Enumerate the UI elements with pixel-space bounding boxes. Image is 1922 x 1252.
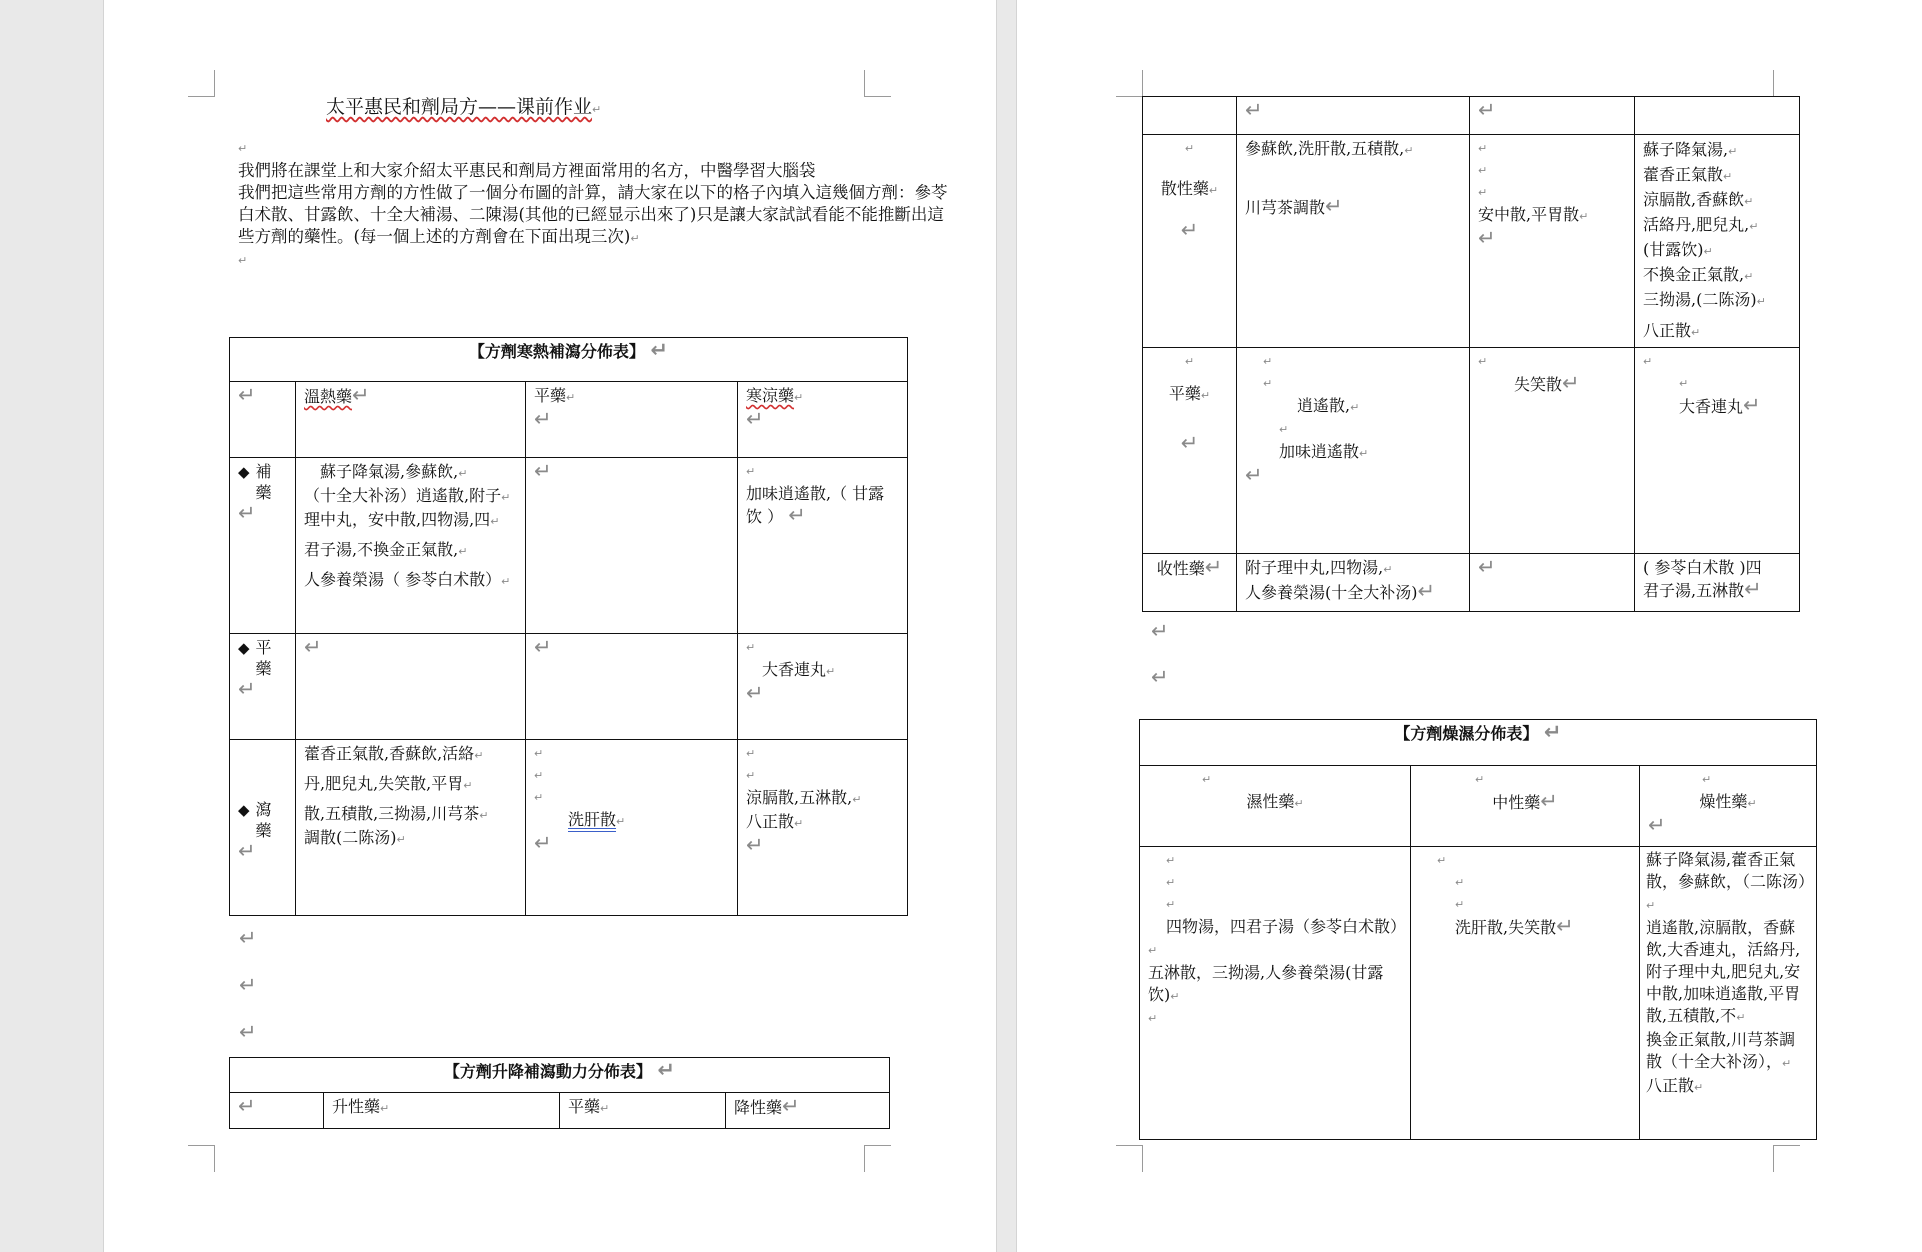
header-dry[interactable]: ↵ 燥性藥↵ ↵ (1640, 766, 1817, 847)
cell-astringent-2[interactable]: ↵ (1470, 554, 1635, 612)
row-label-neutral[interactable]: ◆ 平藥 ↵ (230, 634, 296, 740)
corner-cell[interactable] (230, 382, 296, 458)
corner-cell[interactable]: ↵ (230, 1093, 324, 1129)
return-arrow-icon: ↵ (566, 391, 576, 404)
cell-dispersing-1[interactable]: 參蘇飲,洗肝散,五積散,↵ 川芎茶調散↵ (1237, 135, 1470, 348)
cell-neutral[interactable]: ↵ ↵ ↵ 洗肝散,失笑散↵ (1411, 847, 1640, 1140)
crop-mark (864, 1145, 891, 1172)
intro-paragraphs[interactable] (238, 138, 958, 272)
return-arrow-icon: ↵ (238, 142, 248, 155)
return-arrow-icon: ↵ (534, 459, 552, 483)
table-title: 【方劑寒熱補瀉分佈表】 ↵ (230, 338, 908, 382)
cell-dry[interactable]: 蘇子降氣湯,藿香正氣散，參蘇飲，（二陈汤）↵ 逍遙散,涼膈散，香蘇飲,大香連丸，活絡丹,附子理中丸,肥兒丸,安中散,加味逍遙散,平胃散,五積散,不↵ 換金正氣散,川芎茶調散（十全大补汤），↵ 八正散↵ (1640, 847, 1817, 1140)
return-arrow-icon: ↵ (592, 103, 602, 116)
return-arrow-icon: ↵ (239, 1020, 257, 1044)
cell-neutral-warm[interactable]: ↵ (296, 634, 526, 740)
return-arrow-icon: ↵ (239, 926, 257, 950)
return-arrow-icon: ↵ (1151, 619, 1169, 643)
row-label-astringent[interactable]: 收性藥↵ (1143, 554, 1237, 612)
dry-wet-table[interactable] (1139, 719, 1817, 1140)
document-title[interactable]: 太平惠民和劑局方——课前作业↵ (326, 96, 602, 118)
return-arrow-icon: ↵ (238, 501, 256, 525)
cell-astringent-3[interactable]: ( 参苓白术散 )四 君子湯,五淋散↵ (1635, 554, 1800, 612)
diamond-bullet-icon: ◆ (238, 801, 250, 819)
table-title: 【方劑升降補瀉動力分佈表】 ↵ (230, 1058, 890, 1093)
cell-dispersing-2[interactable]: ↵ ↵ ↵ 安中散,平胃散↵ ↵ (1470, 135, 1635, 348)
diamond-bullet-icon: ◆ (238, 639, 250, 657)
blank-cell[interactable] (1143, 97, 1237, 135)
header-level[interactable]: 平藥↵ (560, 1093, 726, 1129)
cell-level-2[interactable]: ↵ 失笑散↵ (1470, 348, 1635, 554)
crop-mark (1116, 70, 1143, 97)
return-arrow-icon: ↵ (238, 254, 248, 267)
header-neutral[interactable]: 平藥↵ ↵ (526, 382, 738, 458)
blank-cell[interactable]: ↵ (1470, 97, 1635, 135)
crop-mark (188, 70, 215, 97)
cell-neutral-neutral[interactable]: ↵ (526, 634, 738, 740)
cell-wet[interactable]: ↵ ↵ ↵ 四物湯，四君子湯（参苓白术散）↵ 五淋散，三拗湯,人參養榮湯(甘露饮)↵ ↵ (1140, 847, 1411, 1140)
document-page-1 (104, 0, 996, 1252)
header-neutral[interactable]: ↵ 中性藥↵ (1411, 766, 1640, 847)
document-page-2 (1017, 0, 1922, 1252)
rise-fall-dynamics-table[interactable] (229, 1057, 890, 1129)
row-label-dispersing[interactable]: ↵ 散性藥↵ ↵ (1143, 135, 1237, 348)
return-arrow-icon: ↵ (630, 232, 640, 245)
return-arrow-icon: ↵ (238, 383, 256, 407)
header-warm[interactable]: 溫熱藥↵ (296, 382, 526, 458)
return-arrow-icon: ↵ (239, 973, 257, 997)
crop-mark (1773, 70, 1800, 97)
return-arrow-icon: ↵ (1151, 665, 1169, 689)
intro-line-1: 我們將在課堂上和大家介紹太平惠民和劑局方裡面常用的名方，中醫學習大腦袋 (238, 161, 816, 180)
cell-drain-warm[interactable]: 藿香正氣散,香蘇飲,活絡↵ 丹,肥兒丸,失笑散,平胃↵ 散,五積散,三拗湯,川芎茶↵ 調散(二陈汤)↵ (296, 740, 526, 916)
cell-astringent-1[interactable]: 附子理中丸,四物湯,↵ 人參養榮湯(十全大补汤)↵ (1237, 554, 1470, 612)
return-arrow-icon: ↵ (238, 839, 256, 863)
crop-mark (1773, 1145, 1800, 1172)
return-arrow-icon: ↵ (352, 383, 370, 407)
intro-line-2: 我們把這些常用方劑的方性做了一個分布圖的計算，請大家在以下的格子內填入這幾個方劑：參苓白术散、甘露飲、十全大補湯、二陳湯(其他的已經显示出來了)只是讓大家試試看能不能推斷出這些方劑的藥性。(每一個上述的方劑會在下面出現三次)↵ (238, 183, 948, 246)
cell-level-1[interactable]: ↵ ↵ 逍遙散,↵ ↵ 加味逍遙散↵ ↵ (1237, 348, 1470, 554)
return-arrow-icon: ↵ (534, 407, 552, 431)
return-arrow-icon: ↵ (650, 338, 669, 362)
header-falling[interactable]: 降性藥↵ (726, 1093, 890, 1129)
cold-hot-tonify-drain-table[interactable] (229, 337, 908, 916)
blank-cell[interactable]: ↵ (1237, 97, 1470, 135)
table-title: 【方劑燥濕分佈表】 ↵ (1140, 720, 1817, 766)
header-cold[interactable]: 寒涼藥↵ ↵ (738, 382, 908, 458)
row-label-level[interactable]: ↵ 平藥↵ ↵ (1143, 348, 1237, 554)
cell-drain-cold[interactable]: ↵ ↵ 涼膈散,五淋散,↵ 八正散↵ ↵ (738, 740, 908, 916)
cell-level-3[interactable]: ↵ ↵ 大香連丸↵ (1635, 348, 1800, 554)
crop-mark (864, 70, 891, 97)
cell-tonify-warm[interactable]: 蘇子降氣湯,參蘇飲,↵ （十全大补汤）逍遙散,附子↵ 理中丸，安中散,四物湯,四↵ 君子湯,不換金正氣散,↵ 人參養榮湯（ 参苓白术散）↵ (296, 458, 526, 634)
header-wet[interactable]: ↵ 濕性藥↵ (1140, 766, 1411, 847)
row-label-tonify[interactable]: ◆ 補藥 ↵ (230, 458, 296, 634)
cell-tonify-neutral[interactable] (526, 458, 738, 634)
blank-cell[interactable] (1635, 97, 1800, 135)
rise-fall-dynamics-table-continued[interactable] (1142, 96, 1800, 612)
cell-tonify-cold[interactable]: ↵ 加味逍遙散,（ 甘露饮 ） ↵ (738, 458, 908, 634)
return-arrow-icon: ↵ (746, 407, 764, 431)
cell-dispersing-3[interactable]: 蘇子降氣湯,↵ 藿香正氣散↵ 涼膈散,香蘇飲↵ 活絡丹,肥兒丸,↵ (甘露饮)↵ 不換金正氣散,↵ 三拗湯,(二陈汤)↵ 八正散↵ (1635, 135, 1800, 348)
cell-drain-neutral[interactable]: ↵ ↵ ↵ 洗肝散↵ ↵ (526, 740, 738, 916)
cell-neutral-cold[interactable]: ↵ 大香連丸↵ ↵ (738, 634, 908, 740)
crop-mark (1116, 1145, 1143, 1172)
return-arrow-icon: ↵ (238, 677, 256, 701)
diamond-bullet-icon: ◆ (238, 463, 250, 481)
row-label-drain[interactable]: ◆ 瀉藥 ↵ (230, 740, 296, 916)
header-rising[interactable]: 升性藥↵ (324, 1093, 560, 1129)
crop-mark (188, 1145, 215, 1172)
return-arrow-icon: ↵ (794, 391, 804, 404)
